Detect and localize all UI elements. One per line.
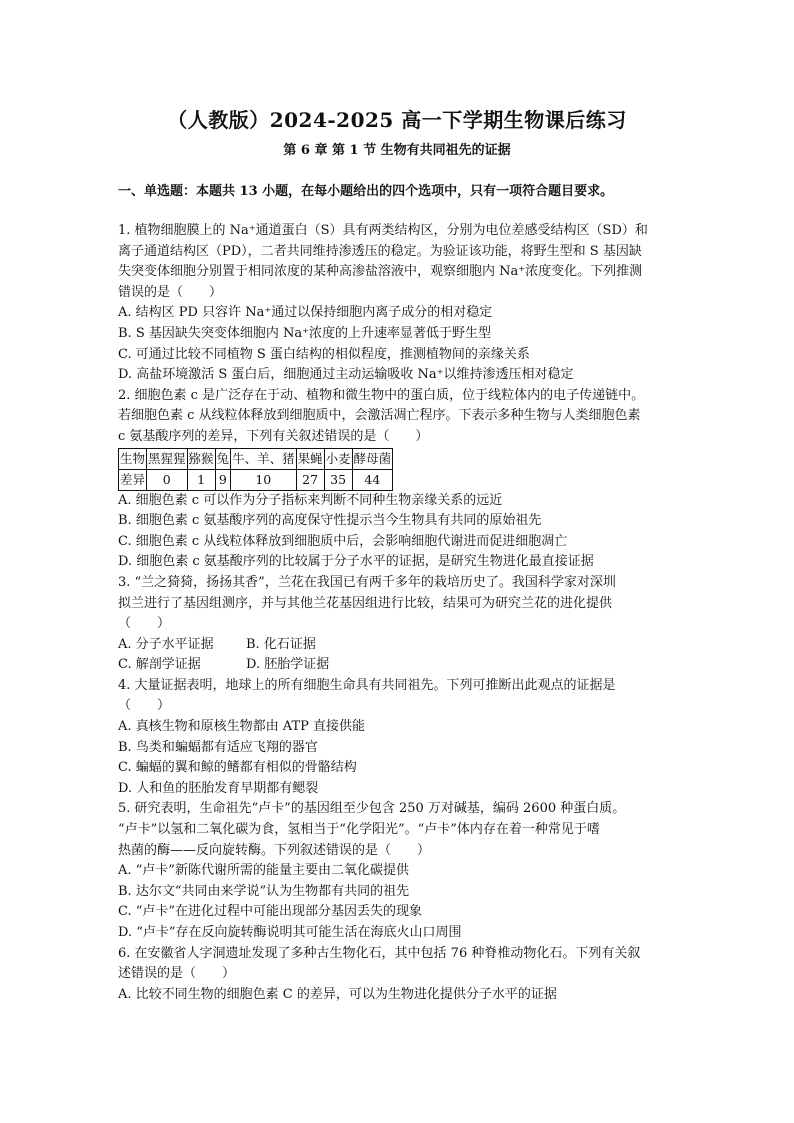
option-b: B. 化石证据 — [246, 636, 316, 652]
question-text-line: 拟兰进行了基因组测序，并与其他兰花基因组进行比较，结果可为研究兰花的进化提供 — [118, 595, 613, 611]
cytochrome-difference-table — [118, 448, 393, 491]
table-header-row — [119, 448, 393, 469]
option-row — [118, 655, 690, 676]
question-text-line: 3. “兰之猗猗，扬扬其香”，兰花在我国已有两千多年的栽培历史了。我国科学家对深圳 — [118, 574, 616, 590]
question-text-line: 失突变体细胞分别置于相同浓度的某种高渗盐溶液中，观察细胞内 Na⁺浓度变化。下列推测 — [118, 264, 643, 280]
table-cell: 0 — [147, 469, 188, 490]
question-6 — [118, 944, 690, 1006]
table-cell: 生物 — [119, 448, 147, 469]
question-3 — [118, 573, 690, 676]
question-text-line: 错误的是（ ） — [118, 284, 223, 300]
table-cell: 果蝇 — [296, 448, 324, 469]
page-subtitle: 第 6 章 第 1 节 生物有共同祖先的证据 — [283, 143, 511, 158]
table-cell: 黑猩猩 — [147, 448, 188, 469]
option-b: B. 达尔文“共同由来学说”认为生物都有共同的祖先 — [118, 883, 410, 899]
table-row — [119, 469, 393, 490]
table-cell: 44 — [352, 469, 393, 490]
page-title: （人教版）2024-2025 高一下学期生物课后练习 — [167, 108, 627, 132]
question-2 — [118, 386, 690, 573]
table-cell: 27 — [296, 469, 324, 490]
option-c: C. 可通过比较不同植物 S 蛋白结构的相似程度，推测植物间的亲缘关系 — [118, 346, 530, 362]
table-cell: 牛、羊、猪 — [231, 448, 297, 469]
option-b: B. 鸟类和蝙蝠都有适应飞翔的器官 — [118, 739, 318, 755]
question-text-line: （ ） — [118, 616, 171, 632]
question-text-line: 4. 大量证据表明，地球上的所有细胞生命具有共同祖先。下列可推断出此观点的证据是 — [118, 677, 616, 693]
option-c: C. 蝙蝠的翼和鲸的鳍都有相似的骨骼结构 — [118, 760, 357, 776]
option-d: D. “卢卡”存在反向旋转酶说明其可能生活在海底火山口周围 — [118, 925, 462, 940]
option-c: C. 细胞色素 c 从线粒体释放到细胞质中后，会影响细胞代谢进而促进细胞凋亡 — [118, 533, 568, 549]
table-cell: 10 — [231, 469, 297, 490]
table-cell: 酵母菌 — [352, 448, 393, 469]
question-5 — [118, 799, 690, 943]
option-a: A. “卢卡”新陈代谢所需的能量主要由二氧化碳提供 — [118, 863, 409, 879]
option-d: D. 高盐环境激活 S 蛋白后，细胞通过主动运输吸收 Na⁺以维持渗透压相对稳定 — [118, 367, 574, 383]
option-a: A. 分子水平证据 — [118, 636, 214, 652]
option-d: D. 胚胎学证据 — [246, 657, 330, 673]
option-a: A. 比较不同生物的细胞色素 C 的差异，可以为生物进化提供分子水平的证据 — [118, 986, 557, 1002]
question-text-line: 1. 植物细胞膜上的 Na⁺通道蛋白（S）具有两类结构区，分别为电位差感受结构区（SD）和 — [118, 223, 648, 238]
table-cell: 1 — [187, 469, 215, 490]
question-text-line: 5. 研究表明，生命祖先“卢卡”的基因组至少包含 250 万对碱基，编码 2600 种蛋白质。 — [118, 801, 626, 817]
option-b: B. 细胞色素 c 氨基酸序列的高度保守性提示当今生物具有共同的原始祖先 — [118, 513, 542, 529]
question-text-line: 若细胞色素 c 从线粒体释放到细胞质中，会激活凋亡程序。下表示多种生物与人类细胞色素 — [118, 408, 641, 424]
table-cell: 9 — [215, 469, 231, 490]
option-a: A. 结构区 PD 只容许 Na⁺通过以保持细胞内离子成分的相对稳定 — [118, 305, 493, 321]
table-cell: 35 — [324, 469, 352, 490]
question-text-line: 述错误的是（ ） — [118, 966, 236, 982]
question-1 — [118, 221, 690, 386]
question-text-line: 2. 细胞色素 c 是广泛存在于动、植物和微生物中的蛋白质，位于线粒体内的电子传递链中。 — [118, 387, 645, 403]
option-b: B. S 基因缺失突变体细胞内 Na⁺浓度的上升速率显著低于野生型 — [118, 325, 491, 341]
question-4 — [118, 676, 690, 800]
table-cell: 兔 — [215, 448, 231, 469]
option-row — [118, 635, 690, 656]
question-list — [118, 221, 690, 1005]
option-d: D. 细胞色素 c 氨基酸序列的比较属于分子水平的证据，是研究生物进化最直接证据 — [118, 554, 594, 570]
option-d: D. 人和鱼的胚胎发育早期都有鳃裂 — [118, 780, 319, 796]
question-text-line: “卢卡”以氢和二氧化碳为食，氢相当于“化学阳光”。“卢卡”体内存在着一种常见于嗜 — [118, 822, 600, 838]
option-a: A. 细胞色素 c 可以作为分子指标来判断不同种生物亲缘关系的远近 — [118, 492, 503, 508]
table-cell: 小麦 — [324, 448, 352, 469]
option-c: C. 解剖学证据 — [118, 657, 201, 673]
table-cell: 差异 — [119, 469, 147, 490]
question-text-line: 离子通道结构区（PD），二者共同维持渗透压的稳定。为验证该功能，将野生型和 S 基因缺 — [118, 243, 642, 259]
question-text-line: 热菌的酶——反向旋转酶。下列叙述错误的是（ ） — [118, 842, 431, 858]
question-text-line: c 氨基酸序列的差异，下列有关叙述错误的是（ ） — [118, 428, 429, 444]
option-c: C. “卢卡”在进化过程中可能出现部分基因丢失的现象 — [118, 904, 423, 920]
question-text-line: （ ） — [118, 698, 171, 714]
table-cell: 猕猴 — [187, 448, 215, 469]
option-a: A. 真核生物和原核生物都由 ATP 直接供能 — [118, 719, 366, 735]
section-heading: 一、单选题：本题共 13 小题，在每小题给出的四个选项中，只有一项符合题目要求。 — [118, 184, 614, 199]
question-text-line: 6. 在安徽省人字洞遗址发现了多种古生物化石，其中包括 76 种脊椎动物化石。下列有关叙 — [118, 945, 641, 961]
